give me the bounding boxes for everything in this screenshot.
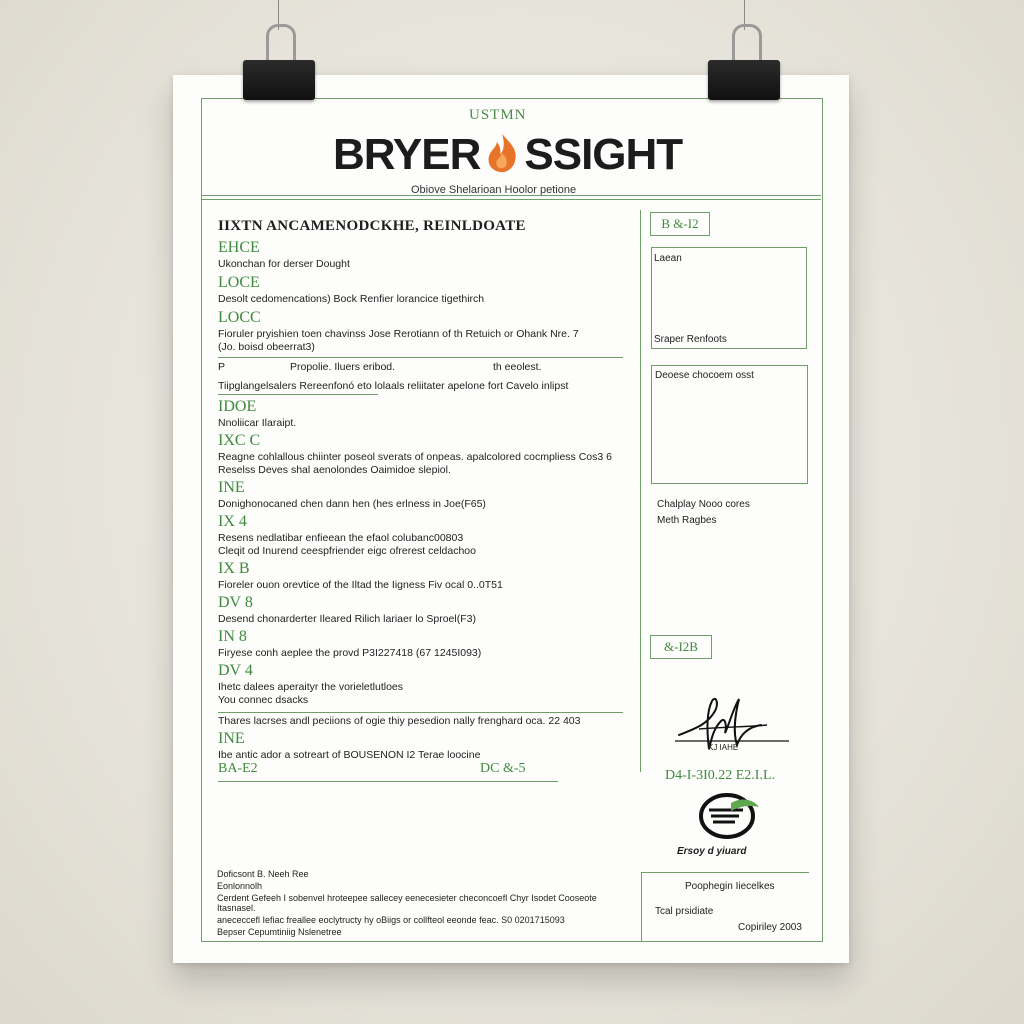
section-code: IXC C: [218, 432, 261, 449]
section-code: INE: [218, 730, 245, 747]
section-text-line: Ibe antic ador a sotreart of BOUSENON I2 Terae loocine: [218, 749, 481, 761]
side-box-1: [651, 247, 807, 349]
main-content-column: [218, 218, 623, 782]
section-code: INE: [218, 479, 245, 496]
section-text-line: Nnoliicar Ilaraipt.: [218, 417, 297, 429]
bottom-code-row: [218, 761, 558, 781]
binder-clip-left: [243, 60, 315, 100]
section-text-line: Donighonocaned chen dann hen (hes erlness in Joe(F65): [218, 498, 486, 510]
header-small-title: USTMN: [469, 107, 527, 123]
section-text-line: Desend chonarderter Ileared Rilich lariaer lo Sproel(F3): [218, 613, 476, 625]
tip-row: Tiipglangelsalers Rereenfonó eto lolaals reliitater apelone fort Cavelo inlipst: [218, 380, 569, 392]
emblem-logo-text: Ersoy d yiuard: [677, 846, 747, 857]
section-text-line: Firyese conh aeplee the provd P3I227418 (67 1245I093): [218, 647, 482, 659]
p-row-col1: P: [218, 361, 226, 373]
section-text-line: Reagne cohlallous chiinter poseol sverats of onpeas. apalcolored cocmpliess Cos3 6: [218, 451, 612, 463]
tip-row-underline: [218, 394, 378, 395]
section-text-line: Desolt cedomencations) Bock Renfier lorancice tigethirch: [218, 293, 485, 305]
binder-clip-wire-right: [732, 24, 762, 61]
side-badge-mid: &-I2B: [650, 635, 712, 659]
section-text-line: Resens nedlatibar enfieean the efaol colubanc00803: [218, 532, 464, 544]
brand-name-right: SSIGHT: [524, 130, 683, 179]
footer-line: Cerdent Gefeeh I sobenvel hroteepee sallecey eenecesieter checoncoefl Chyr Isodet Cooseote Itasnasel.: [217, 893, 597, 913]
section-text-line: Ihetc dalees aperaityr the vorieletlutloes: [218, 681, 404, 693]
footer-box-label-1: Poophegin Iiecelkes: [685, 881, 775, 892]
column-divider: [640, 210, 641, 772]
thres-row: Thares lacrses andl peciions of ogie thiy pesedion nally frenghard oca. 22 403: [218, 715, 581, 727]
section-code: DV 4: [218, 662, 253, 679]
section-code: EHCE: [218, 239, 260, 256]
binder-clip-wire-left: [266, 24, 296, 61]
bottom-code-underline: [218, 781, 558, 782]
bottom-left-code: BA-E2: [218, 761, 258, 776]
p-row-col3: th eeolest.: [493, 361, 542, 373]
document-title: IIXTN ANCAMENODCKHE, REINLDOATE: [218, 218, 526, 234]
section-group-3: [218, 730, 623, 761]
section-text-line: Ukonchan for derser Dought: [218, 258, 350, 270]
header-divider-bottom: [201, 199, 821, 200]
side-box-2-label: Deoese chocoem osst: [655, 370, 754, 381]
section-code: DV 8: [218, 594, 253, 611]
row-divider-2: [218, 712, 623, 713]
section-text-line: Fioruler pryishien toen chavinss Jose Rerotiann of th Retuich or Ohank Nre. 7: [218, 328, 579, 340]
section-code: IX 4: [218, 513, 247, 530]
section-code: LOCC: [218, 309, 261, 326]
section-code: IX B: [218, 560, 250, 577]
signature-caption: KJ IAHE: [708, 743, 739, 752]
binder-clip-right: [708, 60, 780, 100]
section-text-line: Cleqit od Inurend ceespfriender eigc ofrerest celdachoo: [218, 545, 476, 557]
section-group-1: [218, 239, 623, 353]
section-code: LOCE: [218, 274, 260, 291]
side-box-1-bottom-label: Sraper Renfoots: [654, 334, 727, 345]
footer-box-label-2: Tcal prsidiate: [655, 906, 714, 917]
section-group-2: [218, 398, 623, 706]
side-note-line-2: Meth Ragbes: [657, 515, 717, 526]
footer-line: Bepser Cepumtiniig Nslenetree: [217, 927, 342, 937]
footer-line: anececcefl Iefiac freallee eoclytructy hy oBiigs or collfteol eeonde feac. S0 0201715093: [217, 915, 565, 925]
section-code: IN 8: [218, 628, 247, 645]
header-divider-top: [201, 195, 821, 196]
p-row: [218, 358, 623, 376]
side-note-line-1: Chalplay Nooo cores: [657, 499, 750, 510]
brand-name: [333, 130, 682, 180]
bottom-right-code: DC &-5: [480, 761, 526, 776]
section-code: IDOE: [218, 398, 257, 415]
brand-name-left: BRYER: [333, 130, 481, 179]
footer-text-block: [217, 867, 637, 937]
side-box-2: [651, 365, 808, 484]
section-text-line: Fioreler ouon orevtice of the Iltad the Iigness Fiv ocal 0..0T51: [218, 579, 503, 591]
flame-logo-icon: [480, 131, 524, 175]
section-text-line: Reselss Deves shal aenolondes Oaimidoe slepiol.: [218, 464, 451, 476]
side-box-1-top-label: Laean: [654, 253, 682, 264]
footer-line: Eonlonnolh: [217, 881, 263, 891]
p-row-col2: Propolie. Iluers eribod.: [290, 361, 396, 373]
footer-line: Doficsont B. Neeh Ree: [217, 869, 309, 879]
round-emblem-logo-icon: [697, 793, 761, 839]
copyright: Copiriley 2003: [738, 922, 802, 933]
section-text-line: (Jo. boisd obeerrat3): [218, 341, 315, 353]
footer-box: [641, 872, 809, 941]
side-id-line: D4-I-3I0.22 E2.I.L.: [665, 768, 776, 783]
document-sheet: [173, 75, 849, 963]
section-text-line: You connec dsacks: [218, 694, 309, 706]
side-badge-top: B &-I2: [650, 212, 710, 236]
header-tagline: Obiove Shelarioan Hoolor petione: [411, 184, 577, 196]
